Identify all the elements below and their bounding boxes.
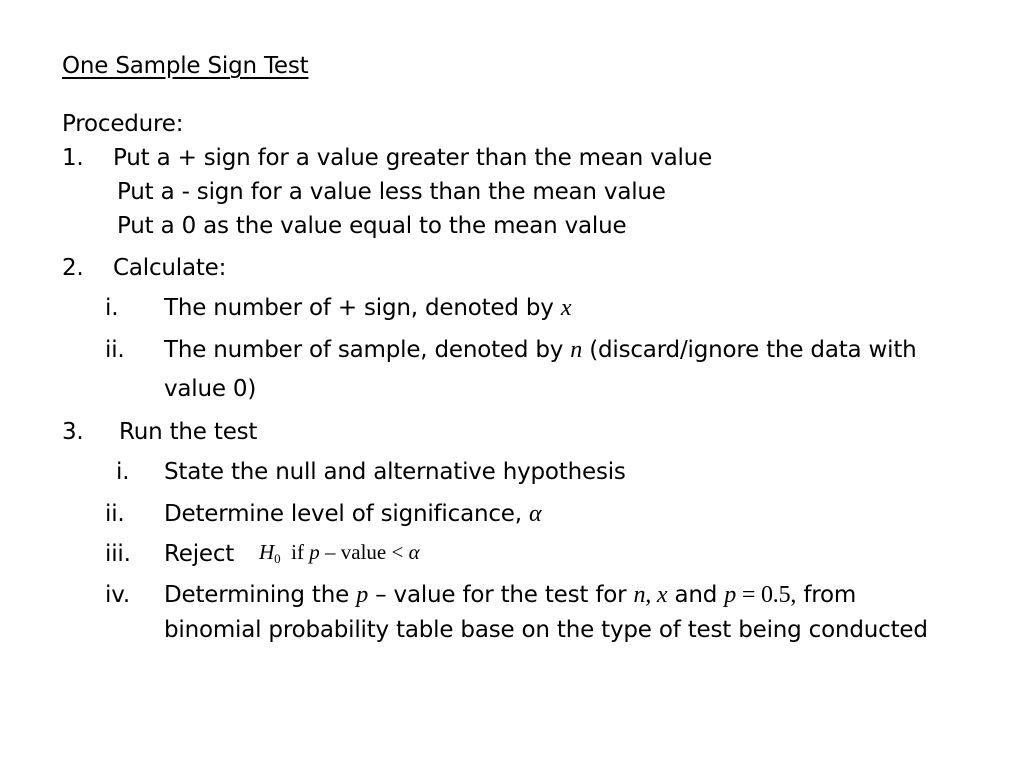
formula-less-than: < (391, 540, 404, 564)
step-3-item-4-text-c: and (667, 582, 725, 608)
variable-p-2: p (724, 582, 737, 608)
step-3-item-2-numeral: ii. (105, 501, 125, 527)
step-2-item-2-continuation: value 0) (164, 376, 257, 402)
alpha-symbol: α (528, 501, 542, 527)
variable-n: n (570, 337, 583, 363)
reject-formula (259, 538, 420, 573)
variables-n-x: n, x (633, 582, 668, 608)
step-3-item-4-text-d: from (796, 582, 857, 608)
step-2-item-2-rest: (discard/ignore the data with (582, 337, 917, 363)
slide-title: One Sample Sign Test (62, 53, 309, 79)
step-3-item-4 (164, 581, 856, 609)
variable-x: x (560, 295, 572, 321)
step-1-number: 1. (62, 145, 84, 171)
step-3-label: Run the test (119, 419, 258, 445)
step-1-line-1: Put a + sign for a value greater than the mean value (113, 145, 713, 171)
step-3-item-4-text-b: – value for the test for (368, 582, 634, 608)
step-3-item-4-numeral: iv. (105, 582, 130, 608)
step-2-number: 2. (62, 255, 84, 281)
formula-if: if (291, 540, 304, 564)
step-3-item-1-text: State the null and alternative hypothesis (164, 459, 626, 485)
formula-alpha: α (408, 540, 420, 564)
variable-p: p (356, 582, 369, 608)
step-3-item-2-text: Determine level of significance, (164, 501, 529, 527)
step-2-item-2-text: The number of sample, denoted by (164, 337, 571, 363)
step-3-item-4-text-a: Determining the (164, 582, 357, 608)
step-3-item-1-numeral: i. (116, 459, 130, 485)
formula-p: p (309, 540, 320, 564)
step-3-item-4-continuation: binomial probability table base on the type of test being conducted (164, 617, 928, 643)
equals-half: = 0.5, (736, 582, 797, 608)
procedure-label: Procedure: (62, 111, 184, 137)
step-2-item-1 (164, 294, 571, 322)
step-2-item-1-text: The number of + sign, denoted by (164, 295, 561, 321)
step-2-item-2 (164, 336, 917, 364)
step-1-line-3: Put a 0 as the value equal to the mean value (117, 213, 627, 239)
step-3-item-3-numeral: iii. (105, 541, 131, 567)
step-3-item-2 (164, 500, 541, 528)
step-2-item-2-numeral: ii. (105, 337, 125, 363)
step-2-item-1-numeral: i. (105, 295, 119, 321)
step-2-label: Calculate: (113, 255, 227, 281)
step-1-line-2: Put a - sign for a value less than the mean value (117, 179, 666, 205)
formula-minus-value: – value (325, 540, 387, 564)
formula-h-subscript: 0 (274, 551, 281, 566)
formula-h: H (259, 540, 275, 564)
step-3-number: 3. (62, 419, 84, 445)
step-3-item-3-text: Reject (164, 541, 235, 567)
